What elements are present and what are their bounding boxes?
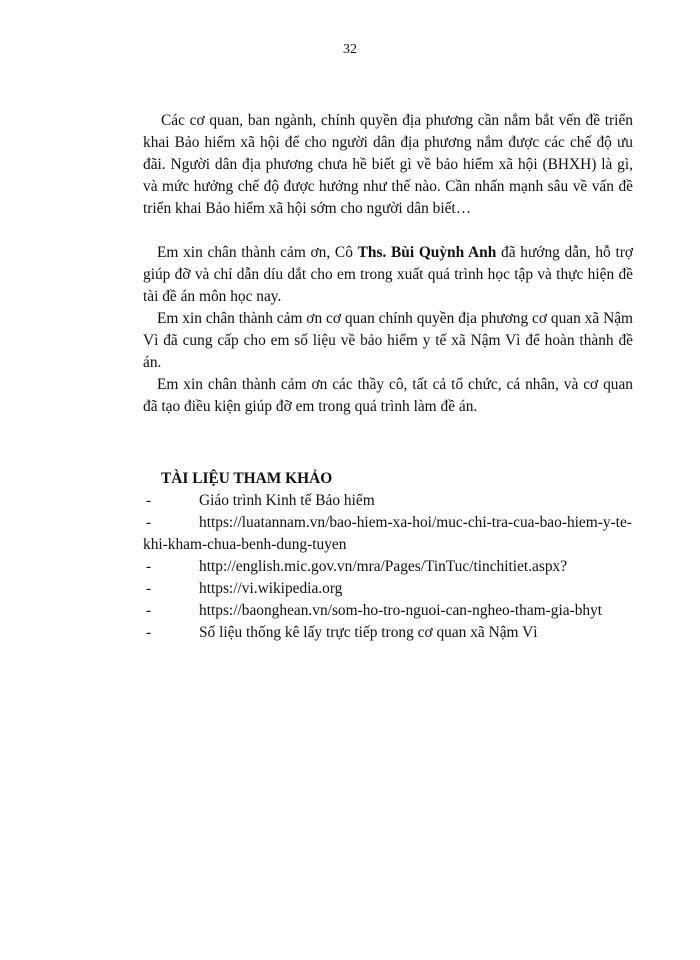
advisor-name: Ths. Bùi Quỳnh Anh xyxy=(357,244,497,261)
paragraph-thanks-advisor xyxy=(143,242,633,308)
reference-bullet: - xyxy=(146,492,152,509)
page-content xyxy=(143,110,633,644)
reference-bullet: - xyxy=(146,624,152,641)
paragraph-gap xyxy=(143,220,633,242)
reference-item xyxy=(143,512,633,556)
paragraph-recommendation: Các cơ quan, ban ngành, chính quyền địa phương cần nắm bắt vến đề triển khai Bảo hiểm xã hội để cho người dân địa phương nắm được các chế độ ưu đãi. Người dân địa phương chưa hề biết gì về bảo hiểm xã hội (BHXH) là gì, và mức hưởng chế độ được hưởng như thế nào. Cần nhấn mạnh sâu về vấn đề triển khai Bảo hiểm xã hội sớm cho người dân biết… xyxy=(143,112,633,217)
reference-text: Giáo trình Kinh tế Bảo hiểm xyxy=(199,492,375,509)
paragraph-thanks-teachers: Em xin chân thành cảm ơn các thầy cô, tất cả tổ chức, cá nhân, và cơ quan đã tạo điều kiện giúp đỡ em trong quá trình làm đề án. xyxy=(143,376,633,415)
thanks-advisor-intro: Em xin chân thành cảm ơn, Cô xyxy=(157,244,358,261)
references-heading: TÀI LIỆU THAM KHẢO xyxy=(161,470,333,487)
reference-link[interactable]: https://vi.wikipedia.org xyxy=(199,580,343,597)
reference-item xyxy=(143,578,633,600)
reference-item xyxy=(143,600,633,622)
page-number: 32 xyxy=(343,42,357,57)
reference-bullet: - xyxy=(146,558,152,575)
section-gap xyxy=(143,418,633,468)
reference-link[interactable]: https://baonghean.vn/som-ho-tro-nguoi-can-ngheo-tham-gia-bhyt xyxy=(199,602,603,619)
reference-bullet: - xyxy=(146,602,152,619)
reference-bullet: - xyxy=(146,580,152,597)
references-list xyxy=(143,490,633,644)
reference-bullet: - xyxy=(146,514,152,531)
paragraph-thanks-authority: Em xin chân thành cảm ơn cơ quan chính quyền địa phương cơ quan xã Nậm Vì đã cung cấp cho em số liệu về bảo hiểm y tế xã Nậm Vì để hoàn thành đề án. xyxy=(143,310,633,371)
reference-link[interactable]: http://english.mic.gov.vn/mra/Pages/TinTuc/tinchitiet.aspx? xyxy=(199,558,568,575)
reference-item xyxy=(143,622,633,644)
reference-item xyxy=(143,556,633,578)
reference-item xyxy=(143,490,633,512)
reference-link[interactable]: https://luatannam.vn/bao-hiem-xa-hoi/muc-chi-tra-cua-bao-hiem-y-te-khi-kham-chua-benh-dung-tuyen xyxy=(143,514,632,553)
thanks-advisor-rest: đã hướng dẫn, hỗ trợ giúp đỡ và chỉ dẫn díu dắt cho em trong xuất quá trình học tập và thực hiện đề tài đề án môn học nay. xyxy=(143,244,633,305)
reference-text: Số liệu thống kê lấy trực tiếp trong cơ quan xã Nậm Vì xyxy=(199,624,538,641)
